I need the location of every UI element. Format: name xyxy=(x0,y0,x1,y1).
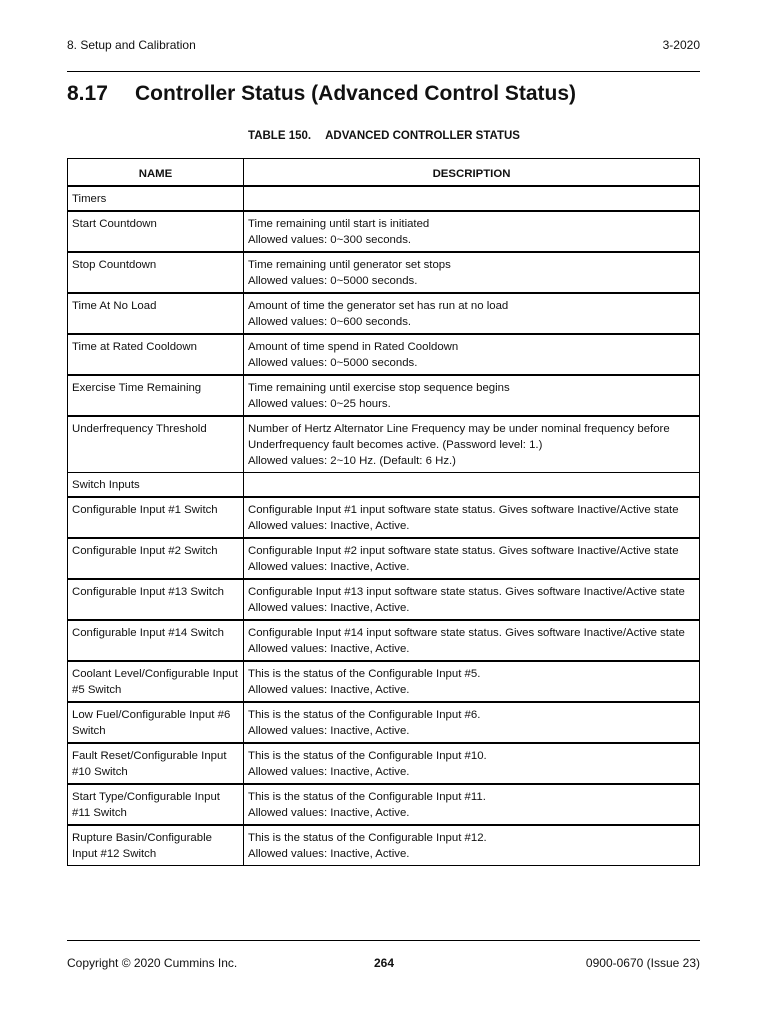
table-group-row xyxy=(68,473,700,498)
name-cell: Low Fuel/Configurable Input #6 Switch xyxy=(68,702,244,743)
name-cell: Time At No Load xyxy=(68,293,244,334)
table-row xyxy=(68,538,700,579)
name-cell: Coolant Level/Configurable Input #5 Switch xyxy=(68,661,244,702)
description-cell xyxy=(244,375,700,416)
table-row xyxy=(68,416,700,473)
description-line: Allowed values: 0~25 hours. xyxy=(248,398,391,410)
description-line: Allowed values: Inactive, Active. xyxy=(248,643,410,655)
document-number: 0900-0670 (Issue 23) xyxy=(585,956,700,970)
description-cell xyxy=(244,702,700,743)
name-cell: Configurable Input #13 Switch xyxy=(68,579,244,620)
name-cell: Configurable Input #2 Switch xyxy=(68,538,244,579)
description-line: Time remaining until exercise stop sequence begins xyxy=(248,382,510,394)
table-row xyxy=(68,375,700,416)
section-number: 8.17 xyxy=(67,82,108,105)
table-row xyxy=(68,293,700,334)
name-cell: Configurable Input #1 Switch xyxy=(68,497,244,538)
name-cell: Exercise Time Remaining xyxy=(68,375,244,416)
description-line: Amount of time spend in Rated Cooldown xyxy=(248,341,459,353)
description-line: Allowed values: 0~600 seconds. xyxy=(248,316,412,328)
description-line: Time remaining until generator set stops xyxy=(248,259,451,271)
table-row xyxy=(68,825,700,866)
description-line: Time remaining until start is initiated xyxy=(248,218,430,230)
description-cell xyxy=(244,186,700,211)
footer-copyright: Copyright © 2020 Cummins Inc. xyxy=(67,956,238,970)
description-line: Allowed values: 0~300 seconds. xyxy=(248,234,412,246)
table-row xyxy=(68,784,700,825)
description-cell xyxy=(244,497,700,538)
description-line: Configurable Input #2 input software state status. Gives software Inactive/Active state xyxy=(248,545,679,557)
description-line: Allowed values: 0~5000 seconds. xyxy=(248,357,418,369)
description-line: Configurable Input #1 input software state status. Gives software Inactive/Active state xyxy=(248,504,679,516)
table-row xyxy=(68,743,700,784)
description-cell xyxy=(244,211,700,252)
description-line: Allowed values: Inactive, Active. xyxy=(248,766,410,778)
description-cell xyxy=(244,620,700,661)
description-cell xyxy=(244,825,700,866)
section-title: Controller Status (Advanced Control Status) xyxy=(135,82,577,105)
advanced-controller-status-table xyxy=(67,158,700,866)
table-row xyxy=(68,579,700,620)
table-caption-text: ADVANCED CONTROLLER STATUS xyxy=(325,130,520,142)
name-cell: Configurable Input #14 Switch xyxy=(68,620,244,661)
description-line: Allowed values: Inactive, Active. xyxy=(248,725,410,737)
description-line: Allowed values: Inactive, Active. xyxy=(248,848,410,860)
description-line: This is the status of the Configurable Input #12. xyxy=(248,832,487,844)
column-header-description: DESCRIPTION xyxy=(244,159,700,187)
description-line: This is the status of the Configurable Input #6. xyxy=(248,709,481,721)
description-cell xyxy=(244,416,700,473)
description-line: Allowed values: Inactive, Active. xyxy=(248,807,410,819)
description-line: Number of Hertz Alternator Line Frequency may be under nominal frequency before Underfrequency fault becomes active. (Password level: 1.) xyxy=(248,423,670,451)
description-cell xyxy=(244,743,700,784)
table-group-row xyxy=(68,186,700,211)
group-name-cell: Timers xyxy=(68,186,244,211)
running-header-section: 8. Setup and Calibration xyxy=(67,38,196,52)
table-row xyxy=(68,661,700,702)
name-cell: Stop Countdown xyxy=(68,252,244,293)
description-cell xyxy=(244,334,700,375)
description-line: Configurable Input #14 input software state status. Gives software Inactive/Active state xyxy=(248,627,685,639)
group-name-cell: Switch Inputs xyxy=(68,473,244,498)
table-row xyxy=(68,252,700,293)
name-cell: Rupture Basin/Configurable Input #12 Switch xyxy=(68,825,244,866)
description-line: Configurable Input #13 input software state status. Gives software Inactive/Active state xyxy=(248,586,685,598)
description-cell xyxy=(244,538,700,579)
table-row xyxy=(68,334,700,375)
name-cell: Start Type/Configurable Input #11 Switch xyxy=(68,784,244,825)
table-caption xyxy=(0,130,768,142)
description-cell xyxy=(244,784,700,825)
description-line: This is the status of the Configurable Input #10. xyxy=(248,750,487,762)
name-cell: Time at Rated Cooldown xyxy=(68,334,244,375)
header-rule xyxy=(67,71,700,72)
description-line: Allowed values: 2~10 Hz. (Default: 6 Hz.) xyxy=(248,455,456,467)
description-cell xyxy=(244,293,700,334)
table-row xyxy=(68,620,700,661)
page-title xyxy=(67,82,576,106)
description-line: Allowed values: Inactive, Active. xyxy=(248,602,410,614)
table-row xyxy=(68,497,700,538)
description-line: This is the status of the Configurable Input #11. xyxy=(248,791,486,803)
description-cell xyxy=(244,661,700,702)
running-header-date: 3-2020 xyxy=(662,38,700,52)
description-line: Allowed values: Inactive, Active. xyxy=(248,684,410,696)
footer-rule xyxy=(67,940,700,941)
name-cell: Underfrequency Threshold xyxy=(68,416,244,473)
description-cell xyxy=(244,473,700,498)
description-line: This is the status of the Configurable Input #5. xyxy=(248,668,481,680)
column-header-name: NAME xyxy=(68,159,244,187)
description-line: Allowed values: Inactive, Active. xyxy=(248,561,410,573)
page-number: 264 xyxy=(373,956,395,970)
name-cell: Start Countdown xyxy=(68,211,244,252)
description-cell xyxy=(244,579,700,620)
table-row xyxy=(68,702,700,743)
table-row xyxy=(68,211,700,252)
description-line: Amount of time the generator set has run at no load xyxy=(248,300,509,312)
table-header-row xyxy=(68,159,700,187)
name-cell: Fault Reset/Configurable Input #10 Switch xyxy=(68,743,244,784)
table-label: TABLE 150. xyxy=(248,130,312,142)
description-line: Allowed values: 0~5000 seconds. xyxy=(248,275,418,287)
description-cell xyxy=(244,252,700,293)
table-body xyxy=(68,186,700,866)
description-line: Allowed values: Inactive, Active. xyxy=(248,520,410,532)
